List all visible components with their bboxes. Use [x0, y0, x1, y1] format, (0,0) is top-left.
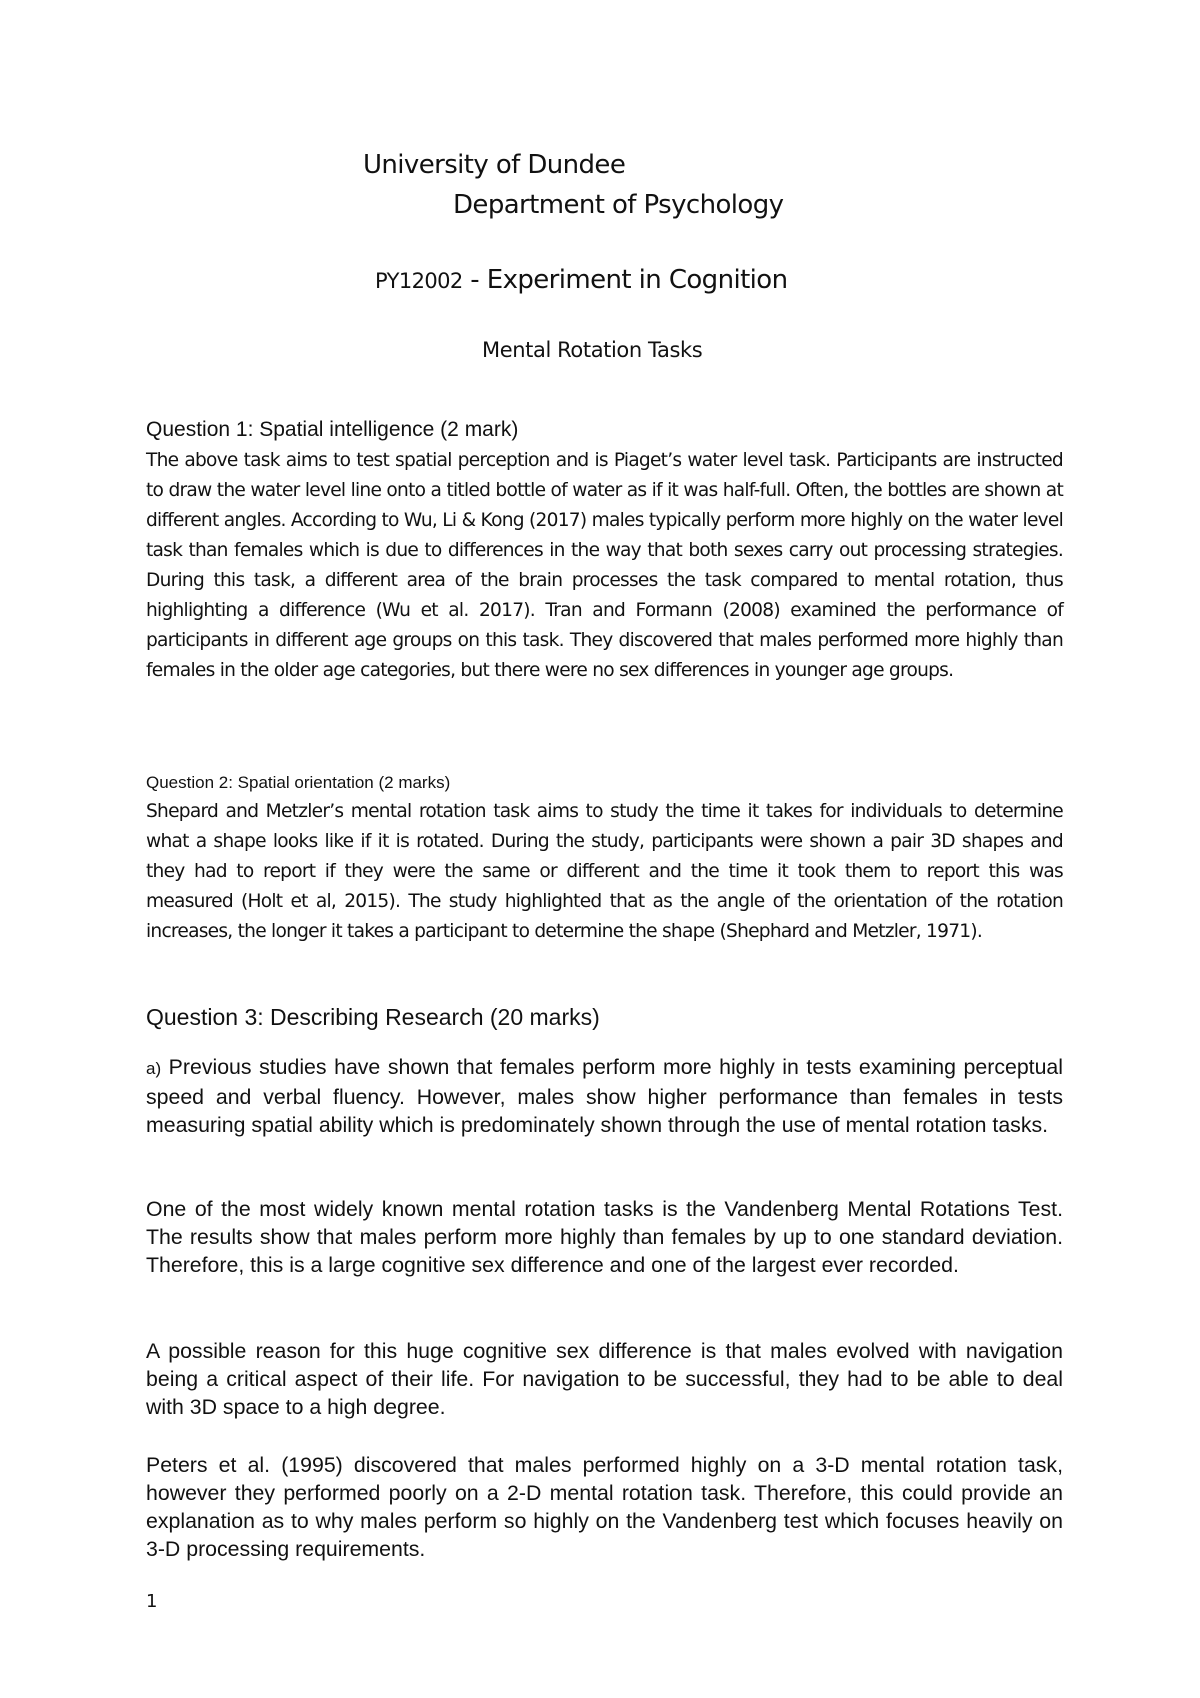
question-1-heading: Question 1: Spatial intelligence (2 mark): [146, 418, 519, 441]
question-3-paragraph: [146, 1053, 1063, 1139]
question-1-answer: The above task aims to test spatial perception and is Piaget’s water level task. Participants are instructed to draw the water level line onto a titled bottle of water as if it was half-full. Often, the bottles are shown at different angles. According to Wu, Li & Kong (2017) males typically perform more highly on the water level task than females which is due to differences in the way that both sexes carry out processing strategies. During this task, a different area of the brain processes the task compared to mental rotation, thus highlighting a difference (Wu et al. 2017). Tran and Formann (2008) examined the performance of participants in different age groups on this task. They discovered that males performed more highly than females in the older age categories, but there were no sex differences in younger age groups.: [146, 450, 1063, 681]
task-title: Mental Rotation Tasks: [482, 338, 703, 362]
university-title: University of Dundee: [363, 150, 626, 180]
module-separator: -: [462, 265, 487, 295]
question-3-heading: Question 3: Describing Research (20 marks): [146, 1004, 600, 1030]
question-3-paragraph: A possible reason for this huge cognitive sex difference is that males evolved with navigation being a critical aspect of their life. For navigation to be successful, they had to be able to deal with 3D space to a high degree.: [146, 1339, 1063, 1419]
module-code: PY12002: [375, 269, 463, 293]
module-title: [375, 265, 788, 295]
question-2-heading: Question 2: Spatial orientation (2 marks): [146, 773, 451, 792]
question-3-paragraph-text: Previous studies have shown that females perform more highly in tests examining perceptual speed and verbal fluency. However, males show higher performance than females in tests measuring spatial ability which is predominately shown through the use of mental rotation tasks.: [146, 1055, 1063, 1137]
question-2-answer: Shepard and Metzler’s mental rotation task aims to study the time it takes for individuals to determine what a shape looks like if it is rotated. During the study, participants were shown a pair 3D shapes and they had to report if they were the same or different and the time it took them to report this was measured (Holt et al, 2015). The study highlighted that as the angle of the orientation of the rotation increases, the longer it takes a participant to determine the shape (Shephard and Metzler, 1971).: [146, 801, 1063, 942]
question-3-paragraph: Peters et al. (1995) discovered that males performed highly on a 3-D mental rotation task, however they performed poorly on a 2-D mental rotation task. Therefore, this could provide an explanation as to why males perform so highly on the Vandenberg test which focuses heavily on 3-D processing requirements.: [146, 1453, 1063, 1561]
question-3-paragraph: One of the most widely known mental rotation tasks is the Vandenberg Mental Rotations Test. The results show that males perform more highly than females by up to one standard deviation. Therefore, this is a large cognitive sex difference and one of the largest ever recorded.: [146, 1197, 1063, 1277]
department-title: Department of Psychology: [453, 190, 784, 220]
question-3-part-label: a): [146, 1059, 162, 1078]
module-name: Experiment in Cognition: [486, 265, 788, 295]
page-number: 1: [146, 1591, 158, 1612]
